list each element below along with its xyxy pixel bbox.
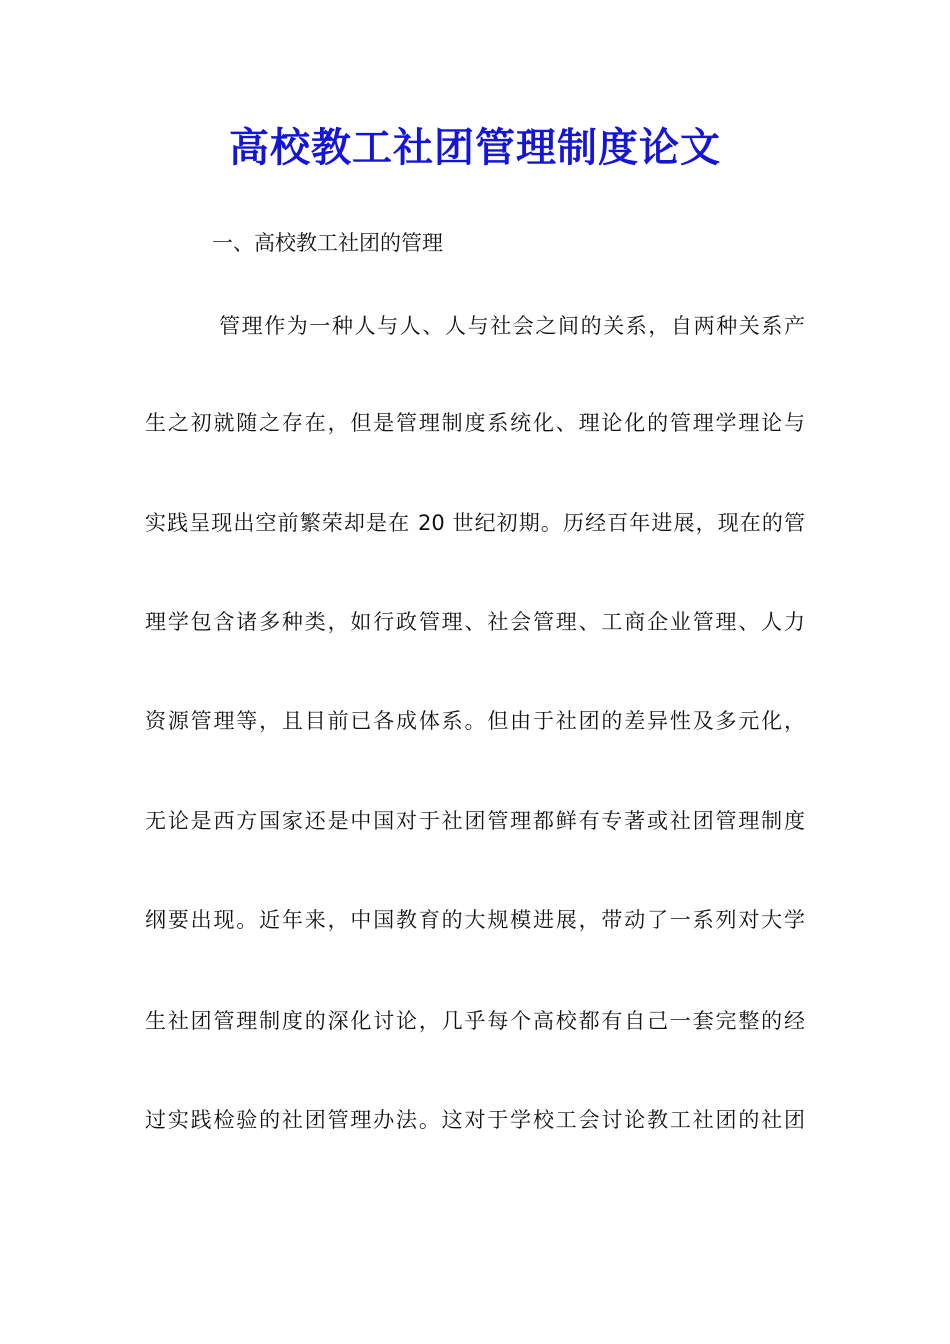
paragraph-line: 无论是西方国家还是中国对于社团管理都鲜有专著或社团管理制度: [145, 809, 805, 833]
paragraph-line: 理学包含诸多种类，如行政管理、社会管理、工商企业管理、人力: [145, 610, 805, 634]
document-title: 高校教工社团管理制度论文: [229, 124, 721, 171]
paragraph-line: 实践呈现出空前繁荣却是在 20 世纪初期。历经百年进展，现在的管: [145, 511, 805, 535]
section-heading: 一、高校教工社团的管理: [212, 231, 443, 255]
paragraph-line: 管理作为一种人与人、人与社会之间的关系，自两种关系产: [219, 314, 805, 338]
paragraph-line: 资源管理等，且目前已各成体系。但由于社团的差异性及多元化，: [145, 709, 805, 733]
paragraph-line: 生之初就随之存在，但是管理制度系统化、理论化的管理学理论与: [145, 411, 805, 435]
paragraph-line: 生社团管理制度的深化讨论，几乎每个高校都有自己一套完整的经: [145, 1009, 805, 1033]
paragraph-line: 纲要出现。近年来，中国教育的大规模进展，带动了一系列对大学: [145, 908, 805, 932]
paragraph-line: 过实践检验的社团管理办法。这对于学校工会讨论教工社团的社团: [145, 1108, 805, 1132]
